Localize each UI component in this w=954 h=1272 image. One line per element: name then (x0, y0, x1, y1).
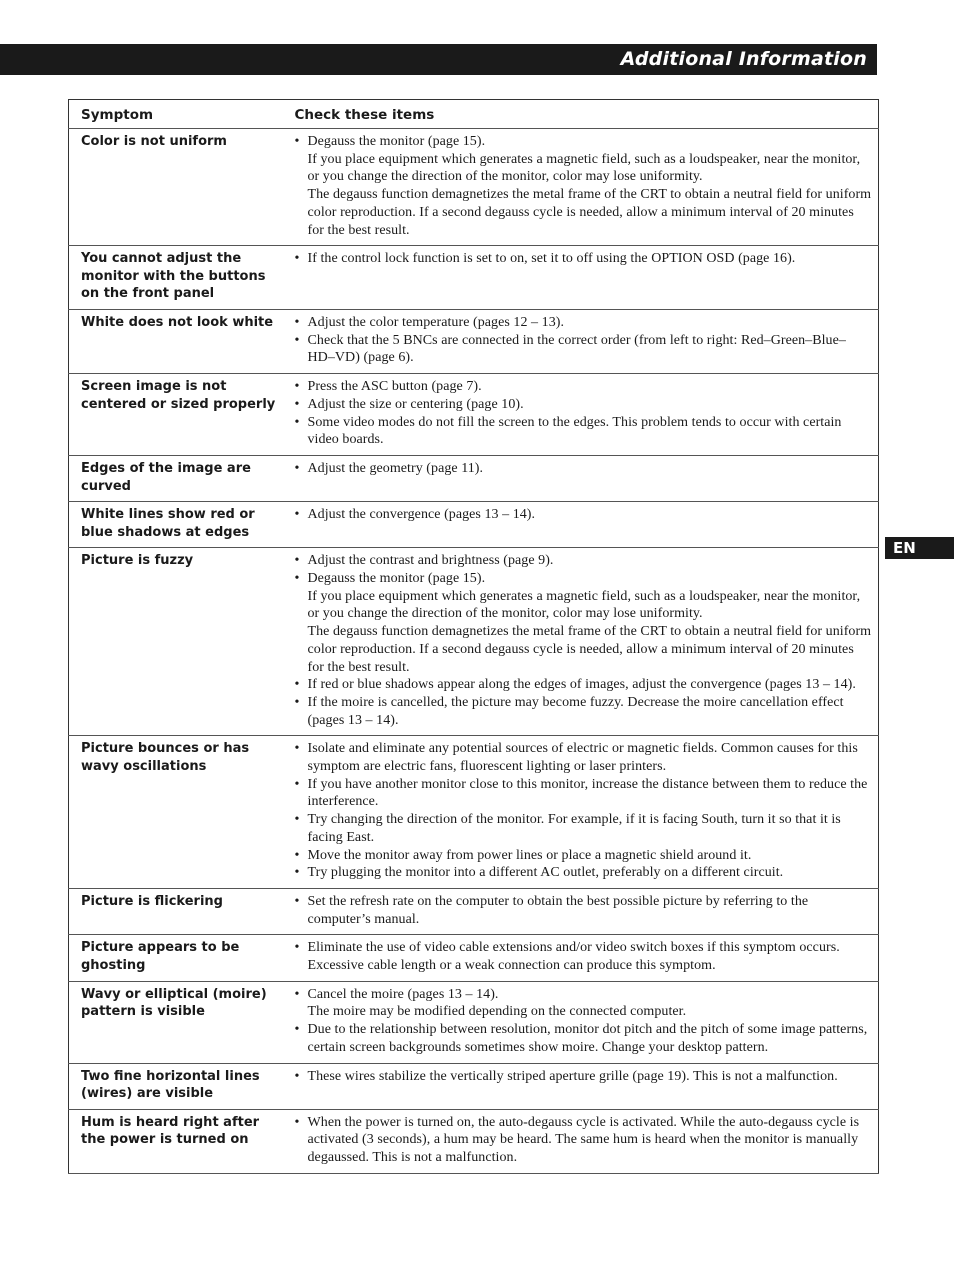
check-items-list (295, 939, 873, 974)
check-item-text: • If the control lock function is set to on, set it to off using the OPTION OSD (page 16). (307, 251, 796, 267)
check-items-cell (282, 502, 879, 548)
check-item-text: • Press the ASC button (page 7). (307, 379, 482, 395)
table-row (69, 1063, 879, 1109)
check-items-cell (282, 1063, 879, 1109)
section-header-bar (0, 44, 877, 75)
table-row (69, 736, 879, 889)
symptom-cell: Edges of the image are curved (69, 455, 282, 501)
symptom-cell: Picture is fuzzy (69, 548, 282, 736)
check-item (295, 1114, 873, 1167)
check-item-text: • If you have another monitor close to this monitor, increase the distance between them to reduce the interference. (307, 776, 868, 810)
check-items-list (295, 314, 873, 367)
check-items-cell (282, 888, 879, 934)
check-item-text: • Eliminate the use of video cable extensions and/or video switch boxes if this symptom occurs. Excessive cable length or a weak connection can produce this symptom. (307, 940, 840, 974)
language-tab-label: EN (893, 539, 916, 557)
check-items-cell (282, 736, 879, 889)
check-item (295, 314, 873, 332)
symptom-cell: Two fine horizontal lines (wires) are visible (69, 1063, 282, 1109)
check-items-cell (282, 455, 879, 501)
check-item-text: • Degauss the monitor (page 15). (307, 134, 486, 149)
check-item-text: • Move the monitor away from power lines or place a magnetic shield around it. (307, 847, 752, 863)
table-row (69, 310, 879, 374)
check-items-list (295, 986, 873, 1057)
symptom-cell: Color is not uniform (69, 129, 282, 246)
check-item-text: • Adjust the contrast and brightness (page 9). (307, 553, 554, 569)
check-item-text: • If the moire is cancelled, the picture may become fuzzy. Decrease the moire cancellation effect (pages 13 – 14). (307, 694, 844, 728)
check-items-list (295, 1114, 873, 1167)
table-row (69, 548, 879, 736)
table-row (69, 129, 879, 246)
check-item (295, 1021, 873, 1056)
check-item (295, 939, 873, 974)
check-item-text: • Adjust the color temperature (pages 12 – 13). (307, 315, 565, 330)
check-items-cell (282, 548, 879, 736)
check-item (295, 1068, 873, 1086)
check-items-cell (282, 935, 879, 981)
symptom-cell: Hum is heard right after the power is turned on (69, 1109, 282, 1173)
check-items-list (295, 1068, 873, 1086)
check-item-text: • Some video modes do not fill the screen to the edges. This problem tends to occur with certain video boards. (307, 414, 842, 448)
check-item (295, 864, 873, 882)
check-item (295, 396, 873, 414)
check-item (295, 676, 873, 694)
check-item-text: • Adjust the geometry (page 11). (307, 460, 484, 476)
check-items-cell (282, 310, 879, 374)
check-item (295, 414, 873, 449)
check-item-text: • Try plugging the monitor into a different AC outlet, preferably on a different circuit. (307, 865, 784, 881)
check-items-list (295, 552, 873, 729)
table-row (69, 374, 879, 456)
check-item-text: • Degauss the monitor (page 15). (307, 571, 486, 586)
symptom-cell: Picture appears to be ghosting (69, 935, 282, 981)
table-row (69, 1109, 879, 1173)
check-item-text: • Adjust the size or centering (page 10). (307, 396, 524, 412)
column-header-symptom: Symptom (69, 100, 282, 129)
check-items-cell (282, 246, 879, 310)
symptom-cell: Picture bounces or has wavy oscillations (69, 736, 282, 889)
check-items-list (295, 506, 873, 524)
check-item-note: The degauss function demagnetizes the metal frame of the CRT to obtain a neutral field for uniform color reproduction. If a second degauss cycle is needed, allow a minimum interval of 20 minutes for the best result. (307, 187, 872, 238)
table-row (69, 888, 879, 934)
check-item (295, 506, 873, 524)
check-item (295, 460, 873, 478)
check-item-note: If you place equipment which generates a magnetic field, such as a loudspeaker, near the monitor, or you change the direction of the monitor, color may lose uniformity. (307, 588, 861, 622)
table-header-row (69, 100, 879, 129)
table-row (69, 935, 879, 981)
check-item-text: • Adjust the convergence (pages 13 – 14). (307, 507, 536, 523)
check-item-text: • Isolate and eliminate any potential sources of electric or magnetic fields. Common causes for this symptom are electric fans, fluorescent lighting or laser printers. (307, 741, 858, 775)
check-item-note: The degauss function demagnetizes the metal frame of the CRT to obtain a neutral field for uniform color reproduction. If a second degauss cycle is needed, allow a minimum interval of 20 minutes for the best result. (307, 624, 872, 675)
check-items-list (295, 460, 873, 478)
check-item (295, 552, 873, 570)
check-item-text: • Set the refresh rate on the computer to obtain the best possible picture by referring to the computer’s manual. (307, 893, 809, 927)
check-item (295, 776, 873, 811)
check-items-cell (282, 129, 879, 246)
check-item (295, 694, 873, 729)
check-item (295, 250, 873, 268)
column-header-check: Check these items (282, 100, 879, 129)
table-body (69, 129, 879, 1174)
check-item (295, 378, 873, 396)
troubleshooting-table (68, 99, 879, 1174)
symptom-cell: White does not look white (69, 310, 282, 374)
check-item (295, 133, 873, 239)
symptom-cell: You cannot adjust the monitor with the buttons on the front panel (69, 246, 282, 310)
check-item (295, 740, 873, 775)
check-items-cell (282, 981, 879, 1063)
check-item (295, 893, 873, 928)
check-items-list (295, 133, 873, 239)
check-items-list (295, 893, 873, 928)
check-item (295, 332, 873, 367)
check-item-text: • Due to the relationship between resolution, monitor dot pitch and the pitch of some image patterns, certain screen backgrounds sometimes show moire. Change your desktop pattern. (307, 1022, 868, 1055)
check-items-cell (282, 374, 879, 456)
check-item-text: • Check that the 5 BNCs are connected in the correct order (from left to right: Red–Green–Blue–HD–VD) (page 6). (307, 332, 846, 366)
check-item (295, 986, 873, 1021)
check-item-note: The moire may be modified depending on the connected computer. (307, 1004, 687, 1020)
check-item-text: • These wires stabilize the vertically striped aperture grille (page 19). This is not a malfunction. (307, 1068, 838, 1084)
check-item-text: • Cancel the moire (pages 13 – 14). (307, 986, 499, 1002)
symptom-cell: Wavy or elliptical (moire) pattern is visible (69, 981, 282, 1063)
language-tab (885, 537, 954, 559)
table-row (69, 455, 879, 501)
check-item (295, 570, 873, 676)
check-item-text: • If red or blue shadows appear along the edges of images, adjust the convergence (pages 13 – 14). (307, 677, 856, 693)
symptom-cell: Screen image is not centered or sized properly (69, 374, 282, 456)
check-item-text: • Try changing the direction of the monitor. For example, if it is facing South, turn it so that it is facing East. (307, 812, 841, 845)
symptom-cell: Picture is flickering (69, 888, 282, 934)
check-items-list (295, 250, 873, 268)
check-items-cell (282, 1109, 879, 1173)
check-item-note: If you place equipment which generates a magnetic field, such as a loudspeaker, near the monitor, or you change the direction of the monitor, color may lose uniformity. (307, 151, 861, 185)
section-title: Additional Information (620, 48, 867, 70)
table-row (69, 981, 879, 1063)
table-row (69, 502, 879, 548)
check-item (295, 811, 873, 846)
check-item (295, 847, 873, 865)
symptom-cell: White lines show red or blue shadows at edges (69, 502, 282, 548)
check-item-text: • When the power is turned on, the auto-degauss cycle is activated. While the auto-degauss cycle is activated (3 seconds), a hum may be heard. The same hum is heard when the monitor is manually degaussed. This is not a malfunction. (307, 1114, 860, 1166)
table-row (69, 246, 879, 310)
check-items-list (295, 378, 873, 449)
check-items-list (295, 740, 873, 882)
